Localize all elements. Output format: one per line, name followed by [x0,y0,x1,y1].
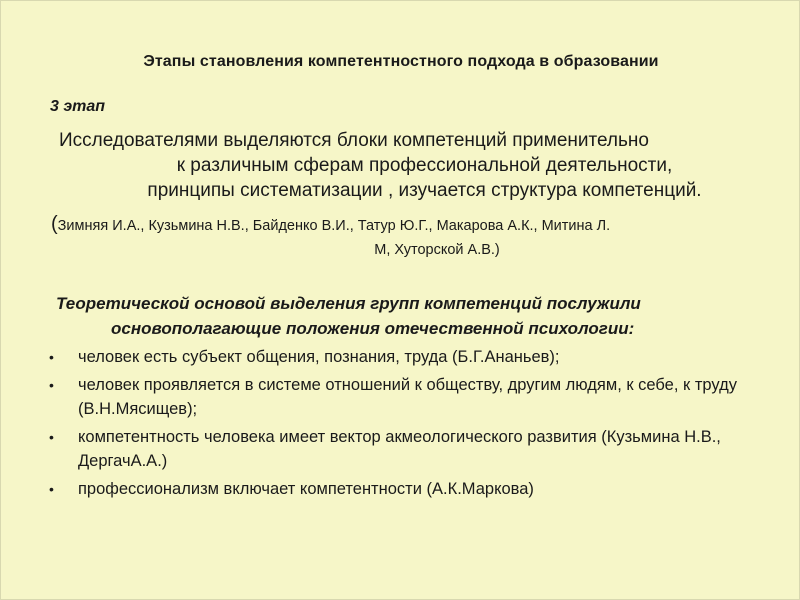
bullet-text: профессионализм включает компетентности (А.К.Маркова) [78,480,534,498]
authors-line [51,212,751,238]
bullet-text: человек проявляется в системе отношений к обществу, другим людям, к себе, к труду (В.Н.Мясищев); [78,376,737,418]
intro-line: к различным сферам профессиональной деятельности, [176,155,673,176]
list-item [45,373,765,421]
bullet-icon: • [49,377,54,393]
bullet-text: человек есть субъект общения, познания, труда (Б.Г.Ананьев); [78,348,560,366]
theory-line: основополагающие положения отечественной психологии: [111,319,635,338]
bullet-icon: • [49,349,54,365]
authors-line: М, Хуторской А.В.) [374,242,500,258]
list-item [45,345,765,369]
bullet-icon: • [49,429,54,445]
list-item [45,477,765,501]
intro-line: Исследователями выделяются блоки компетенций применительно [59,130,649,151]
bullet-text: компетентность человека имеет вектор акмеологического развития (Кузьмина Н.В., ДергачА.А.) [78,428,721,470]
authors-citation [51,212,751,262]
theory-heading [46,291,786,341]
list-item [45,425,765,473]
intro-paragraph [41,128,766,203]
bullet-list [45,345,765,505]
authors-text: Зимняя И.А., Кузьмина Н.В., Байденко В.И., Татур Ю.Г., Макарова А.К., Митина Л. [57,218,611,234]
slide-title: Этапы становления компетентностного подхода в образовании [143,53,659,70]
stage-label: 3 этап [50,98,106,115]
intro-line: принципы систематизации , изучается структура компетенций. [147,180,702,201]
open-paren: ( [51,213,58,235]
theory-line: Теоретической основой выделения групп компетенций послужили [56,294,641,313]
bullet-icon: • [49,481,54,497]
